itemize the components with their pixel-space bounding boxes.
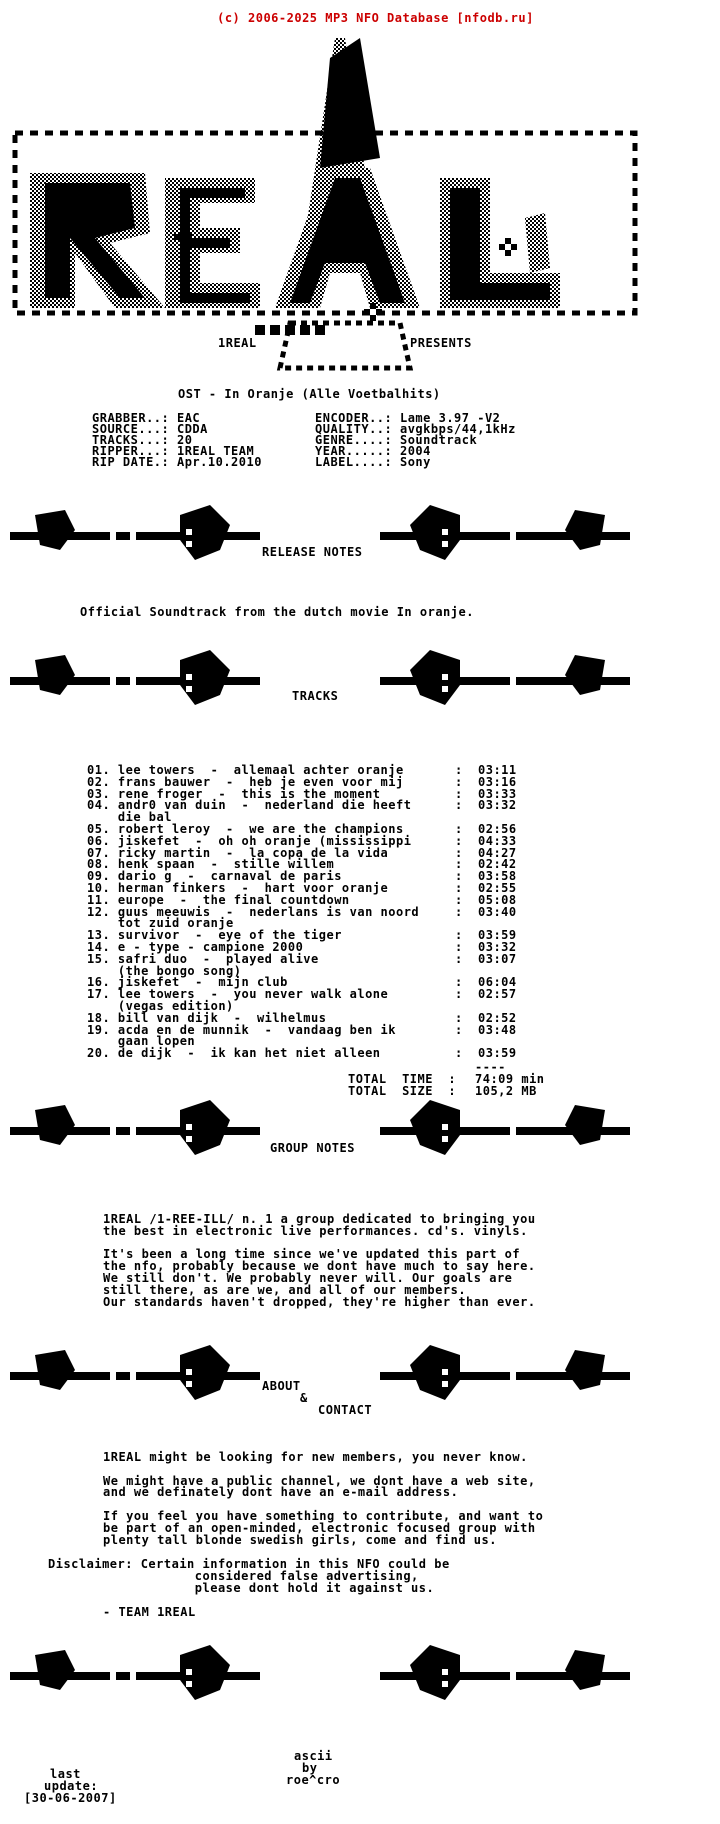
release-notes-text: Official Soundtrack from the dutch movie In oranje.: [80, 605, 474, 619]
track-separator: :: [455, 857, 463, 872]
signoff: - TEAM 1REAL: [103, 1605, 196, 1619]
track-title: 01. lee towers - allemaal achter oranje: [87, 763, 404, 777]
track-title: 02. frans bauwer - heb je even voor mij: [87, 774, 404, 789]
track-separator: :: [455, 987, 463, 1002]
about-line: plenty tall blonde swedish girls, come and find us.: [103, 1532, 497, 1547]
info-genre: GENRE....: Soundtrack: [315, 433, 478, 447]
track-duration: 03:11: [478, 763, 517, 777]
track-title: 16. jiskefet - mijn club: [87, 975, 288, 990]
totals-rule: ----: [475, 1060, 506, 1074]
track-title: 18. bill van dijk - wilhelmus: [87, 1010, 327, 1025]
footer-last: last: [50, 1767, 81, 1781]
track-separator: :: [455, 845, 463, 860]
track-duration: 04:33: [478, 833, 517, 848]
track-title: 05. robert leroy - we are the champions: [87, 822, 404, 836]
about-line: 1REAL might be looking for new members, you never know.: [103, 1450, 528, 1464]
track-separator: :: [455, 822, 463, 836]
track-duration: 03:33: [478, 786, 517, 801]
track-title: 07. ricky martin - la copa de la vida: [87, 845, 389, 860]
track-separator: :: [455, 928, 463, 943]
footer-ascii: ascii: [294, 1749, 333, 1763]
track-duration: 04:27: [478, 845, 517, 860]
about-line: and we definately dont have an e-mail address.: [103, 1485, 459, 1500]
track-title: 19. acda en de munnik - vandaag ben ik: [87, 1022, 396, 1037]
track-duration: 03:32: [478, 798, 517, 813]
section-contact: CONTACT: [318, 1403, 373, 1417]
track-title: 04. andr0 van duin - nederland die heeft: [87, 798, 412, 813]
disclaimer-line-2: considered false advertising,: [48, 1569, 419, 1583]
section-about: ABOUT: [262, 1379, 301, 1393]
track-duration: 02:52: [478, 1010, 517, 1025]
footer-author: roe^cro: [286, 1773, 341, 1787]
total-size-label: TOTAL SIZE :: [348, 1084, 457, 1098]
track-title: 14. e - type - campione 2000: [87, 940, 304, 954]
track-separator: :: [455, 786, 463, 801]
track-title: 10. herman finkers - hart voor oranje: [87, 881, 389, 895]
group-notes-line: We still don't. We probably never will. Our goals are: [103, 1271, 513, 1285]
divider-tracks: [10, 630, 630, 734]
track-separator: :: [455, 774, 463, 789]
group-notes-line: Our standards haven't dropped, they're higher than ever.: [103, 1294, 536, 1309]
section-release-notes: RELEASE NOTES: [262, 545, 363, 559]
divider-group-notes: [10, 1080, 630, 1184]
group-notes-line: the best in electronic live performances. cd's. vinyls.: [103, 1223, 528, 1238]
group-notes-line: still there, as are we, and all of our members.: [103, 1282, 467, 1297]
track-title: 12. guus meeuwis - nederlans is van noord: [87, 904, 420, 919]
track-separator: :: [455, 892, 463, 907]
section-tracks: TRACKS: [292, 689, 339, 703]
footer-date: [30-06-2007]: [24, 1791, 117, 1805]
track-title: 06. jiskefet - oh oh oranje (mississippi: [87, 833, 412, 848]
info-grabber: GRABBER..: EAC: [92, 411, 201, 425]
track-title: (the bongo song): [87, 963, 242, 978]
track-title: (vegas edition): [87, 999, 234, 1013]
track-separator: :: [455, 763, 463, 777]
section-amp: &: [300, 1391, 308, 1405]
track-separator: :: [455, 904, 463, 919]
track-title: 08. henk spaan - stille willem: [87, 857, 335, 872]
about-line: If you feel you have something to contribute, and want to: [103, 1509, 544, 1523]
group-notes-line: the nfo, probably because we dont have much to say here.: [103, 1259, 536, 1274]
track-duration: 03:32: [478, 940, 517, 954]
divider-release-notes: [10, 485, 630, 589]
track-duration: 03:40: [478, 904, 517, 919]
info-label: LABEL....: Sony: [315, 455, 431, 469]
track-separator: :: [455, 1010, 463, 1025]
track-title: 13. survivor - eye of the tiger: [87, 928, 342, 943]
track-duration: 03:16: [478, 774, 517, 789]
group-notes-line: It's been a long time since we've updated this part of: [103, 1247, 521, 1262]
track-duration: 02:55: [478, 881, 517, 895]
track-title: gaan lopen: [87, 1034, 196, 1049]
info-encoder: ENCODER..: Lame 3.97 -V2: [315, 411, 501, 425]
info-tracks: TRACKS...: 20: [92, 433, 193, 447]
total-size-value: 105,2 MB: [475, 1084, 537, 1098]
track-duration: 05:08: [478, 892, 517, 907]
footer-by: by: [302, 1761, 318, 1775]
info-quality: QUALITY..: avgkbps/44,1kHz: [315, 422, 516, 436]
disclaimer-line-1: Disclaimer: Certain information in this NFO could be: [48, 1557, 450, 1571]
track-separator: :: [455, 951, 463, 966]
1real-logo-art: [0, 18, 720, 378]
release-title: OST - In Oranje (Alle Voetbalhits): [178, 387, 441, 401]
track-separator: :: [455, 833, 463, 848]
track-duration: 03:48: [478, 1022, 517, 1037]
info-ripper: RIPPER...: 1REAL TEAM: [92, 444, 255, 458]
track-duration: 03:58: [478, 869, 517, 884]
info-year: YEAR.....: 2004: [315, 444, 431, 458]
footer-update: update:: [44, 1779, 99, 1793]
track-duration: 03:59: [478, 928, 517, 943]
nfodb-link[interactable]: (c) 2006-2025 MP3 NFO Database [nfodb.ru]: [217, 11, 534, 25]
track-title: 11. europe - the final countdown: [87, 892, 350, 907]
track-separator: :: [455, 798, 463, 813]
track-separator: :: [455, 881, 463, 895]
track-title: 17. lee towers - you never walk alone: [87, 987, 389, 1002]
track-duration: 03:07: [478, 951, 517, 966]
group-notes-line: 1REAL /1-REE-ILL/ n. 1 a group dedicated to bringing you: [103, 1212, 536, 1226]
logo-right-label: PRESENTS: [410, 336, 472, 350]
track-title: tot zuid oranje: [87, 916, 234, 931]
track-title: 20. de dijk - ik kan het niet alleen: [87, 1046, 381, 1061]
about-line: be part of an open-minded, electronic focused group with: [103, 1520, 536, 1535]
track-duration: 06:04: [478, 975, 517, 990]
track-separator: :: [455, 1046, 463, 1061]
about-line: We might have a public channel, we dont have a web site,: [103, 1473, 536, 1488]
track-title: 03. rene froger - this is the moment: [87, 786, 381, 801]
info-source: SOURCE...: CDDA: [92, 422, 208, 436]
footer-art: [10, 1625, 630, 1729]
track-separator: :: [455, 940, 463, 954]
track-separator: :: [455, 869, 463, 884]
track-separator: :: [455, 1022, 463, 1037]
info-rip-date: RIP DATE.: Apr.10.2010: [92, 455, 262, 469]
total-time-label: TOTAL TIME :: [348, 1072, 457, 1086]
track-duration: 02:56: [478, 822, 517, 836]
track-duration: 03:59: [478, 1046, 517, 1061]
track-title: die bal: [87, 810, 172, 825]
logo-left-label: 1REAL: [218, 336, 257, 350]
track-duration: 02:57: [478, 987, 517, 1002]
track-duration: 02:42: [478, 857, 517, 872]
track-title: 09. dario g - carnaval de paris: [87, 869, 342, 884]
total-time-value: 74:09 min: [475, 1072, 545, 1086]
section-group-notes: GROUP NOTES: [270, 1141, 355, 1155]
track-separator: :: [455, 975, 463, 990]
track-title: 15. safri duo - played alive: [87, 951, 319, 966]
disclaimer-line-3: please dont hold it against us.: [48, 1581, 435, 1595]
